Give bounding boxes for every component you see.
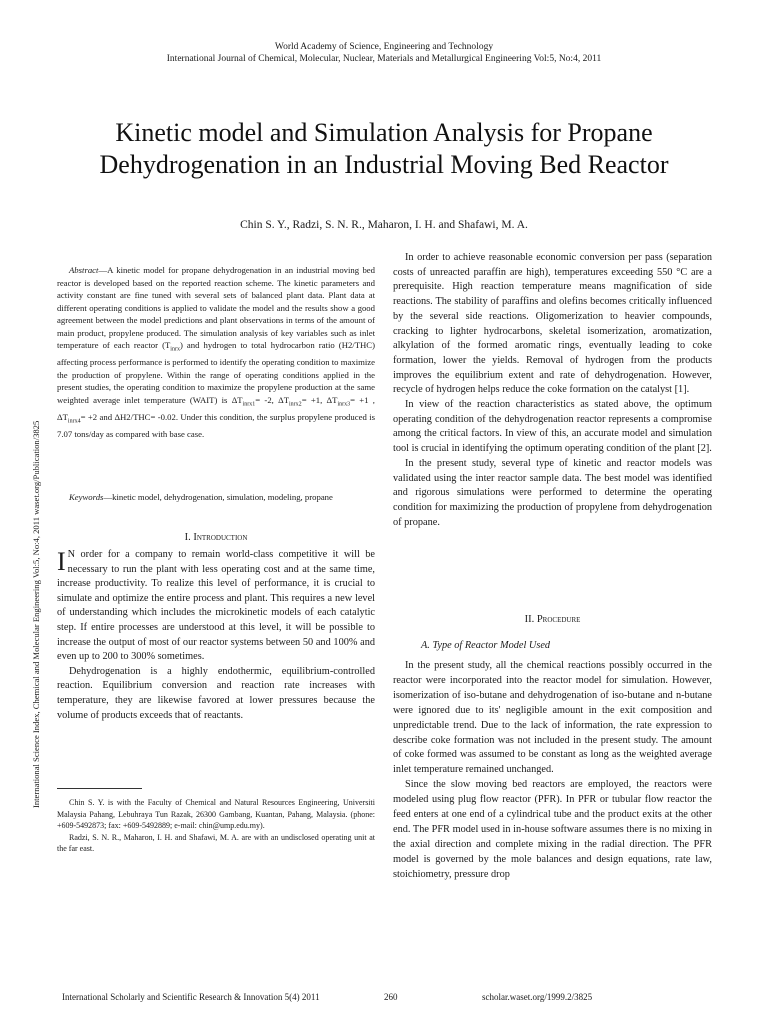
- keywords-dash: —: [103, 492, 113, 502]
- procedure-paragraph-1: In the present study, all the chemical reactions possibly occurred in the reactor were incorporated into the reactor model for simulation. However, isomerization of iso-butane and dehydrogenation of iso-butane and n-butane were ignored due to its' negligible amount in the exit composition and unpredictable trend. Due to the lack of information, the rate expression to describe coke formation was not included in the present study. The amount of coke formed was assumed to be constant as long as the weighted average inlet temperature remained unchanged.: [393, 660, 712, 776]
- abstract-text-4: = +1, ΔT: [301, 394, 338, 405]
- abstract-text-1: A kinetic model for propane dehydrogenation in an industrial moving bed reactor is developed based on the reported reaction scheme. The kinetic parameters and activity constant are fine tuned with several sets of balanced plant data. Plant data at different operating conditions is applied to validate the model and the results show a good agreement between the model predictions and plant observations in terms of the amount of main product, propylene produced. The simulation analysis of key variables such as inlet temperature of each reactor (T: [57, 265, 375, 350]
- intro-paragraph-2: Dehydrogenation is a highly endothermic, equilibrium-controlled reaction. Equilibrium conversion and reaction rate increases with temperature, they are likewise favored at lower pressures because the volume of products exceeds that of reactants.: [57, 665, 375, 721]
- journal-header-line2: International Journal of Chemical, Molecular, Nuclear, Materials and Metallurgical Engineering Vol:5, No:4, 2011: [166, 54, 602, 64]
- abstract-label: Abstract: [69, 265, 99, 275]
- abstract-text-2: ) and hydrogen to total hydrocarbon ratio (H2/THC) affecting process performance is performed to identify the operating condition to maximize the production of propylene. Within the range of operating conditions applied in the present studies, the operating condition to maximize the propylene production at the same weighted average inlet temperature (WAIT) is ΔT: [57, 340, 375, 405]
- abstract-sub-2: inrx1: [242, 401, 256, 408]
- drop-cap: I: [57, 547, 66, 576]
- footnotes: [57, 797, 375, 855]
- abstract-text-5: = +1 , ΔT: [57, 394, 375, 422]
- right-paragraph-1: In order to achieve reasonable economic conversion per pass (separation costs of unreacted paraffin are high), temperatures exceeding 550 °C are a prerequisite. High reaction temperature means magnification of side reactions. The stability of paraffins and olefins becomes critically influenced by the several side reactions. Oligomerization to heavier compounds, cracking to lighter hydrocarbons, skeletal isomerization, aromatization, alkylation of the formed aromatic rings, eventually leading to coke formation, lower the yields. Removal of hydrogen from the products improves the equilibrium extent and rate of dehydrogenation. However, recycle of hydrogen helps reduce the coke formation on the catalyst [1].: [393, 252, 712, 396]
- sidebar-citation: International Science Index, Chemical and Molecular Engineering Vol:5, No:4, 2011 waset.org/Publication/3825: [31, 420, 41, 808]
- footer-page-number: 260: [384, 992, 398, 1002]
- introduction-body: [57, 548, 375, 723]
- abstract-sub-1: inrx: [170, 346, 180, 353]
- intro-paragraph-1-text: N order for a company to remain world-class competitive it will be necessary to run the plant with less operating cost and at the same time, increase productivity. To realize this level of performance, it is crucial to simulate and optimize the entire process and plant. This requires a new level of understanding which includes the microkinetic models of each catalytic step. If entire processes are understood at this level, it will be possible to increase the output of most of our reactor systems between 50 and 100% and even up to 200 to 300% sometimes.: [57, 549, 375, 663]
- abstract-sub-4: inrx3: [337, 401, 351, 408]
- abstract-sub-5: inrx4: [67, 418, 81, 425]
- procedure-body: [393, 659, 712, 883]
- keywords-label: Keywords: [69, 492, 104, 502]
- paper-title: Kinetic model and Simulation Analysis for Propane Dehydrogenation in an Industrial Moving Bed Reactor: [99, 118, 669, 179]
- abstract-text-3: = -2, ΔT: [255, 394, 290, 405]
- footer-publisher: International Scholarly and Scientific Research & Innovation 5(4) 2011: [62, 992, 320, 1002]
- right-column-intro: [393, 251, 712, 530]
- subsection-heading-reactor-model: A. Type of Reactor Model Used: [421, 640, 551, 651]
- right-paragraph-2: In view of the reaction characteristics as stated above, the optimum operating condition of the dehydrogenation reactor represents a compromise among the critical factors. In view of this, an accurate model and simulation tool is crucial in identifying the optimum operating condition of the plant [2].: [393, 399, 712, 455]
- abstract-text-6: = +2 and ΔH2/THC= -0.02. Under this condition, the surplus propylene produced is 7.07 tons/day as compared with base case.: [57, 411, 375, 440]
- procedure-paragraph-2: Since the slow moving bed reactors are employed, the reactors were modeled using plug flow reactor (PFR). In PFR or tubular flow reactor the feed enters at one end of a cylindrical tube and the product exits at the other end. The PFR model used in in-house software assumes there is no mixing in the axial direction and complete mixing in the radial direction. The PFR model is governed by the mole balances and design equations, rate law, stoichiometry, pressure drop: [393, 779, 712, 880]
- paper-authors: Chin S. Y., Radzi, S. N. R., Maharon, I. H. and Shafawi, M. A.: [240, 219, 528, 231]
- journal-header-line1: World Academy of Science, Engineering and Technology: [274, 42, 494, 52]
- footer-link[interactable]: scholar.waset.org/1999.2/3825: [482, 992, 593, 1002]
- footnote-1: Chin S. Y. is with the Faculty of Chemical and Natural Resources Engineering, Universiti Malaysia Pahang, Lebuhraya Tun Razak, 26300 Gambang, Kuantan, Pahang, Malaysia. (phone: +609-5492873; fax: +609-5492889; e-mail: chin@ump.edu.my).: [57, 798, 375, 830]
- footnote-divider: [57, 788, 142, 789]
- right-paragraph-3: In the present study, several type of kinetic and reactor models was validated using the inter reactor sample data. The best model was identified and rigorous simulations were performed to determine the operating condition for maximizing the production of propylene from dehydrogenation of propane.: [393, 457, 712, 528]
- section-heading-introduction: I. Introduction: [184, 532, 248, 543]
- footnote-2: Radzi, S. N. R., Maharon, I. H. and Shafawi, M. A. are with an undisclosed operating unit at the far east.: [57, 832, 375, 853]
- keywords: [57, 491, 375, 504]
- section-heading-procedure: II. Procedure: [524, 614, 581, 625]
- keywords-text: kinetic model, dehydrogenation, simulation, modeling, propane: [112, 492, 333, 502]
- abstract-dash: —: [98, 265, 108, 275]
- intro-paragraph-1: [57, 548, 375, 665]
- abstract: [57, 264, 375, 441]
- abstract-sub-3: inrx2: [289, 401, 302, 408]
